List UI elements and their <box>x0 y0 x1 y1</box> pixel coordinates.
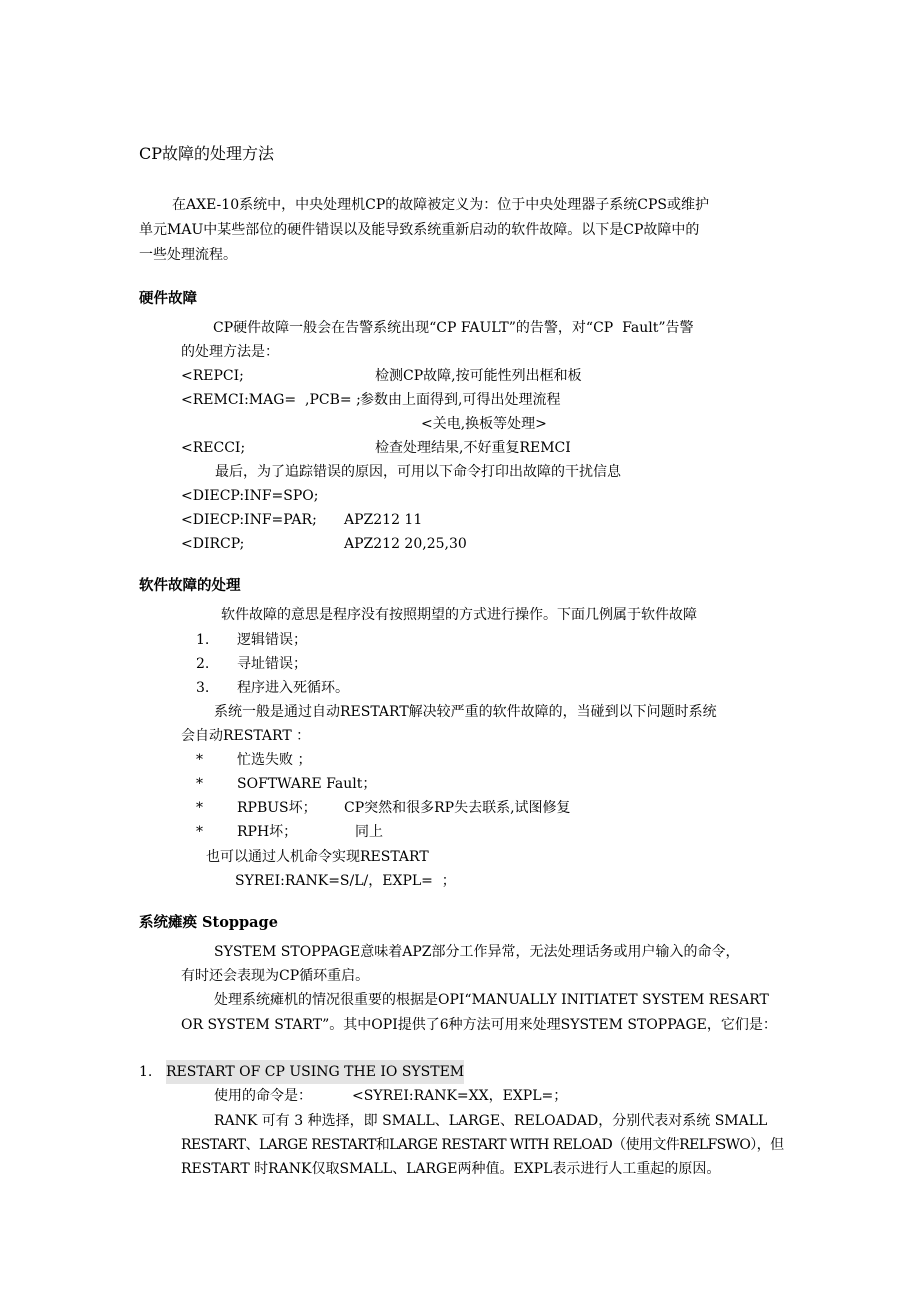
bullet-item: RPBUS坏； <box>237 800 317 816</box>
list-item-number: 1. <box>196 632 210 648</box>
list-item: 寻址错误； <box>237 656 307 672</box>
stoppage-paragraph-2-line-2: OR SYSTEM START”。其中OPI提供了6种方法可用来处理SYSTEM STOPPAGE，它们是： <box>181 1017 777 1033</box>
command-remci: <REMCI:MAG= ,PCB= ; <box>181 392 361 408</box>
bullet-item: 忙选失败 ； <box>237 752 312 768</box>
software-paragraph-2-line-2: 会自动RESTART ： <box>181 728 311 744</box>
software-heading: 软件故障的处理 <box>139 577 241 594</box>
bullet-mark: * <box>196 752 203 768</box>
bullet-item: SOFTWARE Fault； <box>237 776 377 792</box>
command-recci: <RECCI; <box>181 440 246 456</box>
hardware-heading: 硬件故障 <box>139 290 197 307</box>
page-title: CP故障的处理方法 <box>139 144 275 163</box>
bullet-mark: * <box>196 800 203 816</box>
command-remci-desc: 参数由上面得到,可得出处理流程 <box>360 392 561 408</box>
bullet-mark: * <box>196 824 203 840</box>
stoppage-paragraph-2-line-1: 处理系统瘫机的情况很重要的根据是OPI“MANUALLY INITIATET SYSTEM RESART <box>214 992 769 1008</box>
method-number: 1. <box>139 1064 153 1080</box>
software-paragraph-1: 软件故障的意思是程序没有按照期望的方式进行操作。下面几例属于软件故障 <box>221 607 697 623</box>
software-paragraph-2-line-1: 系统一般是通过自动RESTART解决较严重的软件故障的，当碰到以下问题时系统 <box>214 704 717 720</box>
software-paragraph-3: 也可以通过人机命令实现RESTART <box>206 849 429 865</box>
bullet-note: 同上 <box>355 824 383 840</box>
command-diecp-par: <DIECP:INF=PAR; <box>181 512 317 528</box>
hardware-paragraph-line-2: 的处理方法是： <box>181 344 279 360</box>
method-description-line-3: RESTART 时RANK仅取SMALL、LARGE两种值。EXPL表示进行人工重起的原因。 <box>181 1161 721 1177</box>
command-dircp-desc: APZ212 20,25,30 <box>344 536 467 552</box>
method-description-line-2: RESTART、LARGE RESTART和LARGE RESTART WITH RELOAD（使用文件RELFSWO），但 <box>181 1137 784 1153</box>
command-diecp-spo: <DIECP:INF=SPO; <box>181 488 319 504</box>
command-remci-note: <关电,换板等处理> <box>421 416 547 432</box>
method-command-label: 使用的命令是： <box>214 1088 312 1104</box>
intro-line-1: 在AXE-10系统中，中央处理机CP的故障被定义为：位于中央处理器子系统CPS或维护 <box>172 197 709 213</box>
bullet-item: RPH坏； <box>237 824 298 840</box>
list-item-number: 2. <box>196 656 210 672</box>
stoppage-paragraph-1-line-1: SYSTEM STOPPAGE意味着APZ部分工作异常，无法处理话务或用户输入的命令， <box>214 944 740 960</box>
bullet-note: CP突然和很多RP失去联系,试图修复 <box>344 800 571 816</box>
command-diecp-par-desc: APZ212 11 <box>344 512 423 528</box>
stoppage-paragraph-1-line-2: 有时还会表现为CP循环重启。 <box>181 968 370 984</box>
method-command: <SYREI:RANK=XX，EXPL=； <box>352 1088 568 1104</box>
intro-line-2: 单元MAU中某些部位的硬件错误以及能导致系统重新启动的软件故障。以下是CP故障中的 <box>139 222 700 238</box>
method-description-line-1: RANK 可有 3 种选择，即 SMALL、LARGE、RELOADAD，分别代表对系统 SMALL <box>214 1113 768 1129</box>
command-syrei: SYREI:RANK=S/L/，EXPL= ； <box>235 873 456 889</box>
hardware-trace-paragraph: 最后，为了追踪错误的原因，可用以下命令打印出故障的干扰信息 <box>215 464 621 480</box>
command-dircp: <DIRCP; <box>181 536 245 552</box>
command-recci-desc: 检查处理结果,不好重复REMCI <box>375 440 571 456</box>
list-item-number: 3. <box>196 680 210 696</box>
list-item: 程序进入死循环。 <box>237 680 349 696</box>
bullet-mark: * <box>196 776 203 792</box>
command-repci: <REPCI; <box>181 368 244 384</box>
hardware-paragraph-line-1: CP硬件故障一般会在告警系统出现“CP FAULT”的告警，对“CP Fault”告警 <box>213 320 694 336</box>
command-repci-desc: 检测CP故障,按可能性列出框和板 <box>375 368 582 384</box>
method-heading: RESTART OF CP USING THE IO SYSTEM <box>166 1060 464 1084</box>
intro-line-3: 一些处理流程。 <box>139 247 237 263</box>
stoppage-heading: 系统瘫痪 Stoppage <box>139 914 278 931</box>
list-item: 逻辑错误； <box>237 632 307 648</box>
